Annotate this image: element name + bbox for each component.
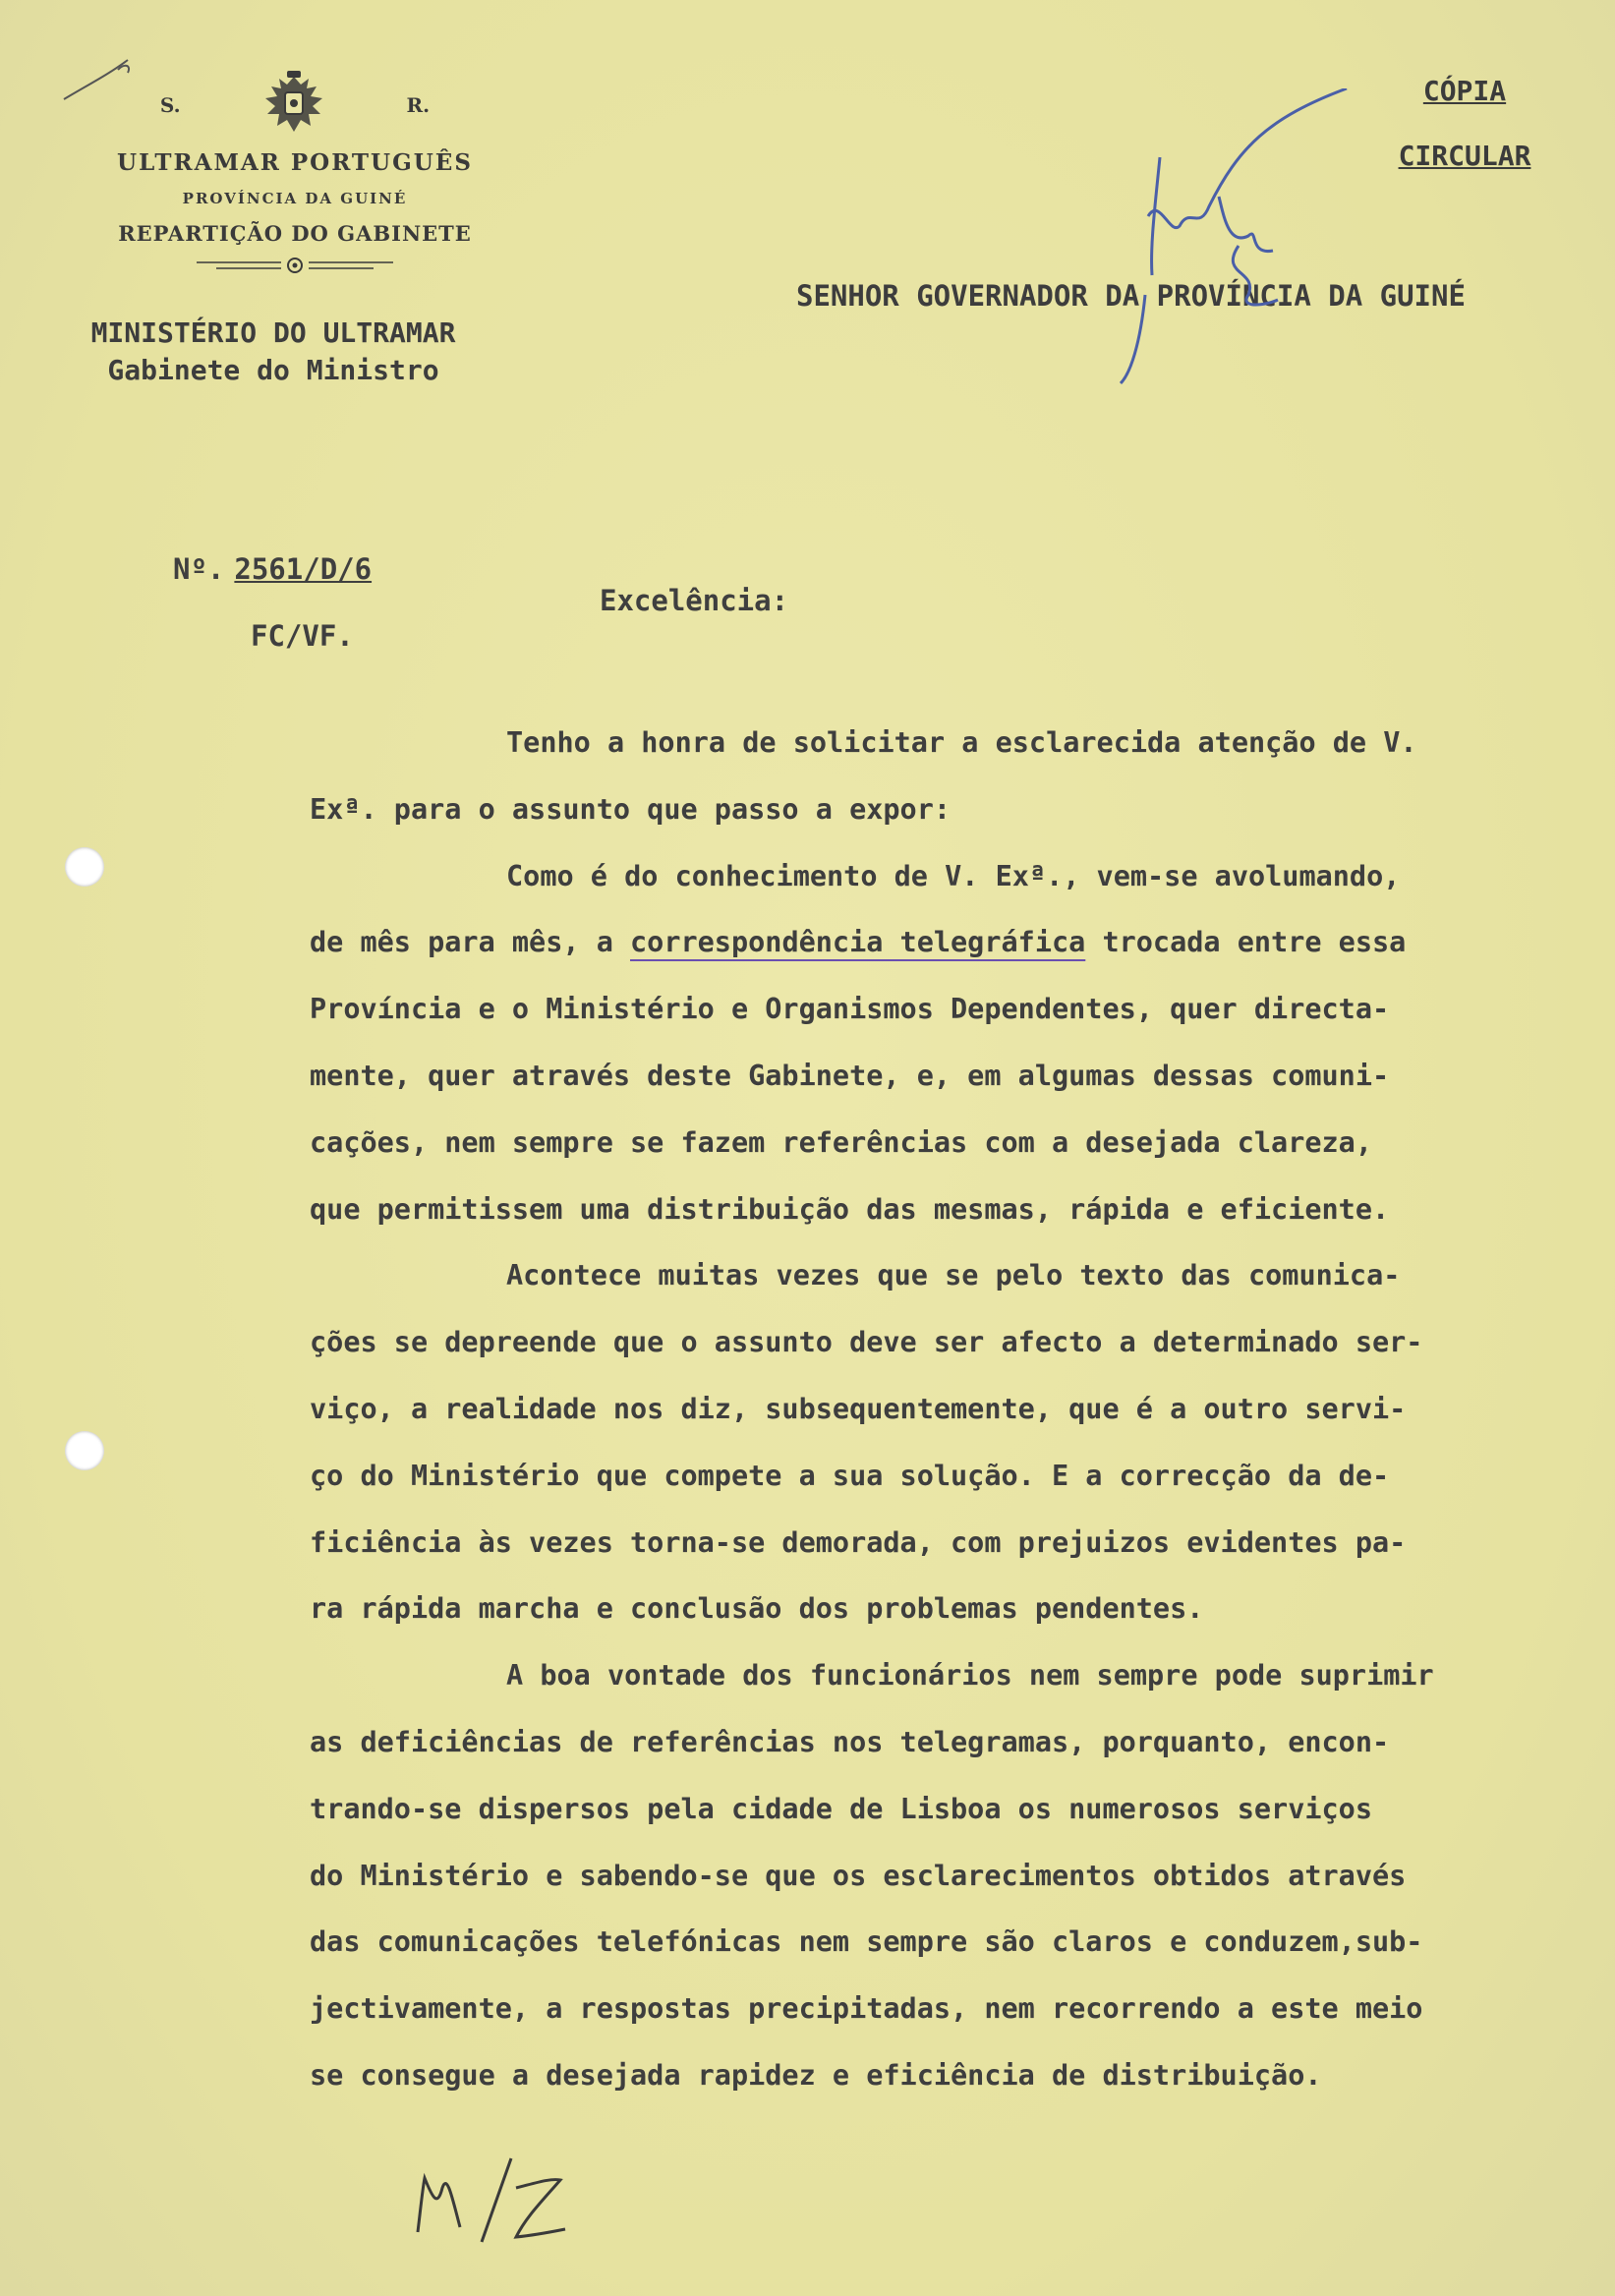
- body-line: Província e o Ministério e Organismos Dependentes, quer directa-: [310, 993, 1390, 1026]
- circular-label: CIRCULAR: [1398, 140, 1531, 172]
- punch-hole-icon: [65, 847, 104, 887]
- body-line: Tenho a honra de solicitar a esclarecida atenção de V.: [506, 726, 1417, 759]
- body-line: do Ministério e sabendo-se que os esclarecimentos obtidos através: [310, 1859, 1407, 1892]
- reference-number-value: 2561/D/6: [234, 552, 373, 586]
- salutation: Excelência:: [600, 584, 789, 617]
- ministry-header: [57, 315, 490, 389]
- stamp-line-reparticao: REPARTIÇÃO DO GABINETE: [118, 221, 472, 246]
- body-line: [310, 909, 1587, 976]
- reference-prefix: Nº.: [173, 552, 225, 586]
- handwritten-initials-icon: [1101, 88, 1356, 393]
- body-line: Acontece muitas vezes que se pelo texto das comunica-: [506, 1259, 1401, 1292]
- body-line: das comunicações telefónicas nem sempre são claros e conduzem,sub-: [310, 1925, 1423, 1959]
- body-line: A boa vontade dos funcionários nem sempre pode suprimir: [506, 1659, 1434, 1693]
- copia-label: CÓPIA: [1422, 75, 1507, 107]
- letterhead-stamp: [88, 71, 501, 279]
- stamp-line-ultramar: ULTRAMAR PORTUGUÊS: [117, 149, 473, 176]
- body-line: Exª. para o assunto que passo a expor:: [310, 792, 952, 826]
- coat-of-arms-icon: [250, 71, 338, 140]
- body-line-part: de mês para mês, a: [310, 926, 631, 959]
- body-line: ço do Ministério que compete a sua solução. E a correcção da de-: [310, 1459, 1390, 1492]
- letter-body: [310, 710, 1587, 2109]
- stamp-line-provincia: PROVÍNCIA DA GUINÉ: [182, 190, 408, 207]
- body-line-part: trocada entre essa: [1085, 926, 1407, 959]
- body-line: trando-se dispersos pela cidade de Lisboa os numerosos serviços: [310, 1792, 1372, 1825]
- body-line: jectivamente, a respostas precipitadas, nem recorrendo a este meio: [310, 1992, 1423, 2026]
- body-line: que permitissem uma distribuição das mesmas, rápida e eficiente.: [310, 1192, 1390, 1226]
- handwritten-mz-icon: [403, 2149, 570, 2257]
- stamp-sr-row: [88, 71, 501, 140]
- ministry-line-1: MINISTÉRIO DO ULTRAMAR: [90, 316, 456, 349]
- punch-hole-icon: [65, 1431, 104, 1470]
- underlined-phrase: correspondência telegráfica: [630, 926, 1086, 959]
- body-line: mente, quer através deste Gabinete, e, em algumas dessas comuni-: [310, 1059, 1390, 1092]
- body-line: ficiência às vezes torna-se demorada, com prejuizos evidentes pa-: [310, 1525, 1407, 1559]
- ministry-line-2: Gabinete do Ministro: [107, 354, 439, 386]
- body-line: Como é do conhecimento de V. Exª., vem-se avolumando,: [506, 859, 1401, 892]
- reference-code: FC/VF.: [251, 619, 354, 653]
- body-line: viço, a realidade nos diz, subsequentemente, que é a outro servi-: [310, 1392, 1407, 1425]
- body-line: ções se depreende que o assunto deve ser afecto a determinado ser-: [310, 1326, 1423, 1359]
- copy-circular-marker: [1376, 59, 1553, 189]
- addressee-line: SENHOR GOVERNADOR DA PROVÍNCIA DA GUINÉ: [796, 279, 1466, 313]
- stamp-s-letter: S.: [159, 93, 181, 117]
- body-line: as deficiências de referências nos telegramas, porquanto, encon-: [310, 1725, 1390, 1758]
- reference-number: [173, 552, 372, 586]
- paper-mark-icon: [59, 55, 138, 104]
- body-line: ra rápida marcha e conclusão dos problemas pendentes.: [310, 1592, 1204, 1626]
- stamp-r-letter: R.: [406, 93, 431, 117]
- body-line: se consegue a desejada rapidez e eficiência de distribuição.: [310, 2058, 1322, 2092]
- body-line: cações, nem sempre se fazem referências com a desejada clareza,: [310, 1125, 1372, 1159]
- stamp-ornament-divider: [88, 256, 501, 275]
